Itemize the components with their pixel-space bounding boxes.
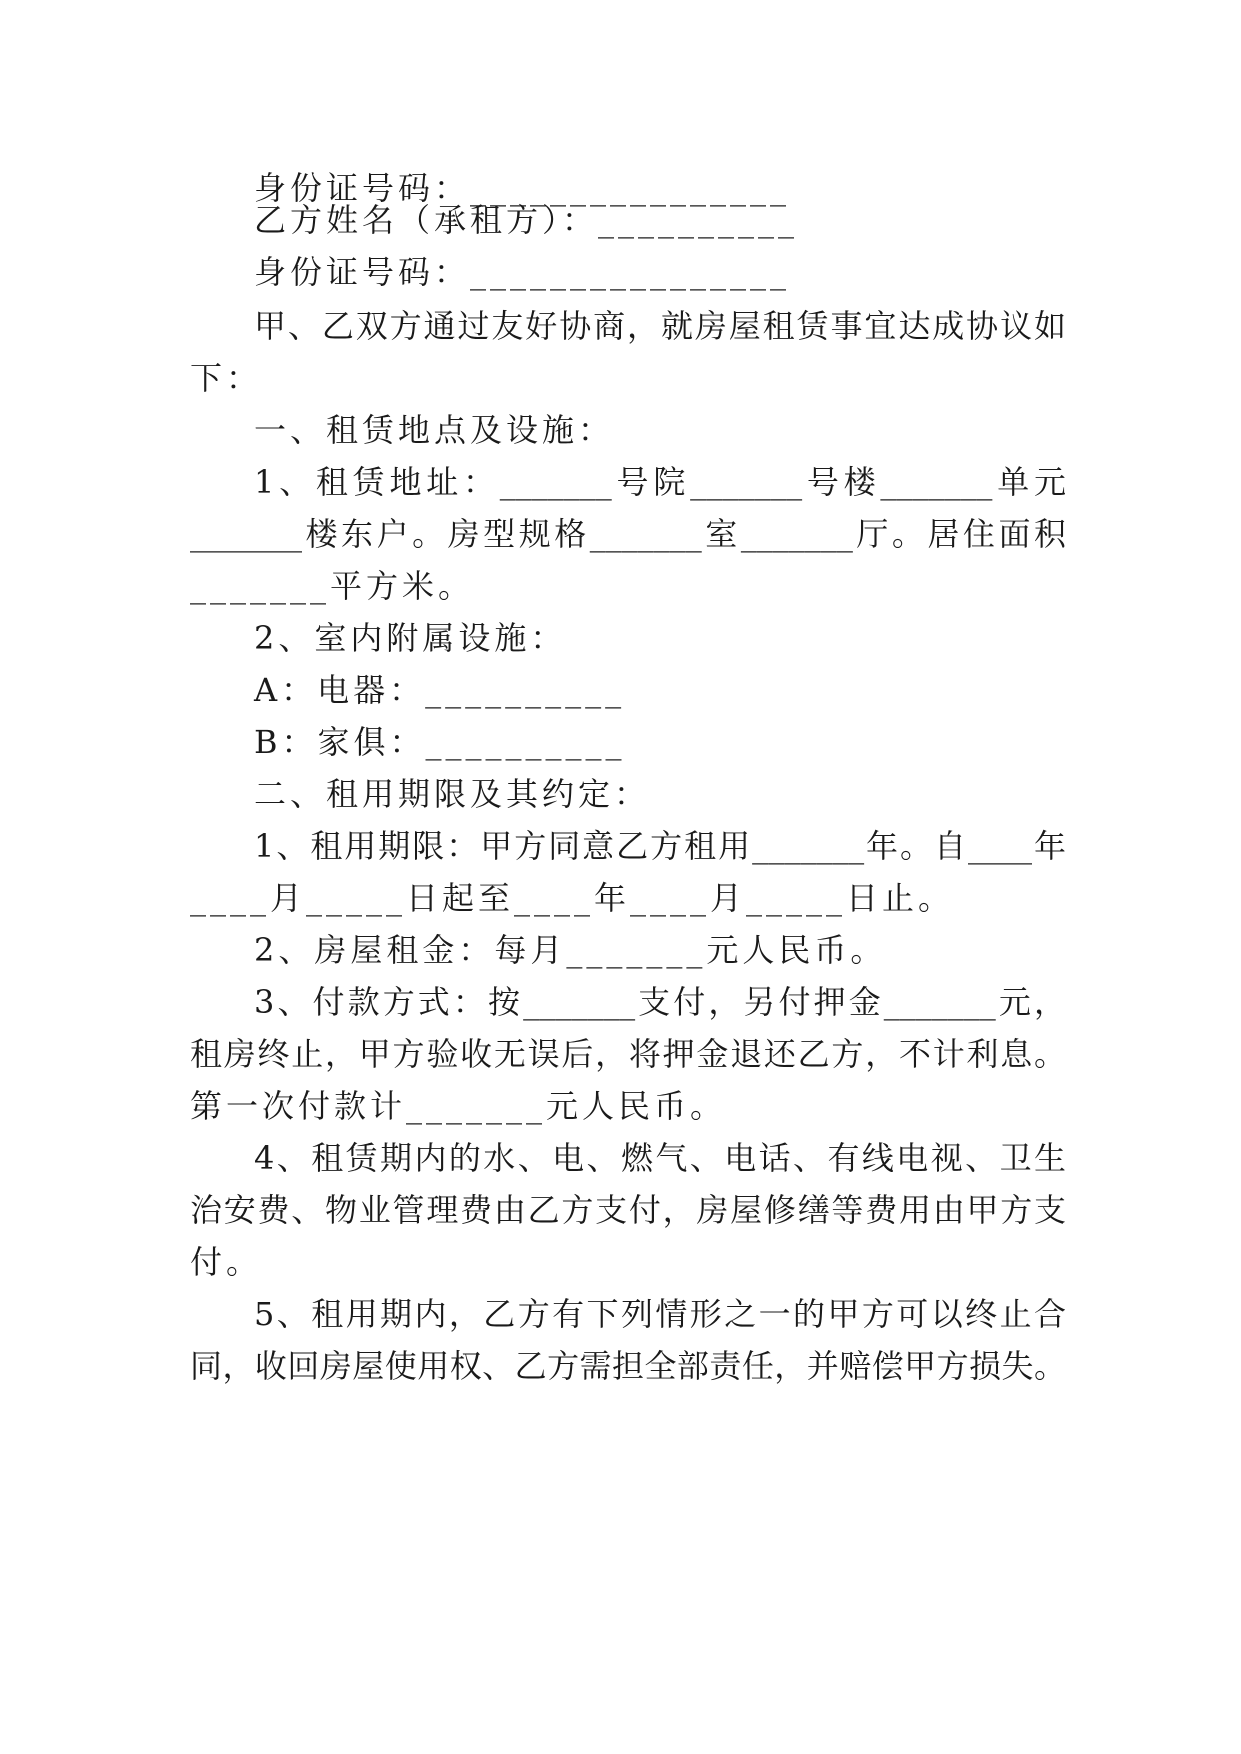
clause-2-3-line-1: 3、付款方式：按_______支付，另付押金_______元， (254, 983, 1066, 1021)
clause-2-2: 2、房屋租金：每月_______元人民币。 (254, 931, 887, 969)
clause-1-2: 2、室内附属设施： (254, 619, 567, 657)
id-number-line-lessor: 身份证号码：________________ (254, 169, 791, 207)
clause-2-5-line-2: 同，收回房屋使用权、乙方需担全部责任，并赔偿甲方损失。 (190, 1347, 1066, 1385)
clause-2-5-line-1: 5、租用期内，乙方有下列情形之一的甲方可以终止合 (254, 1295, 1066, 1333)
id-number-line-lessee: 身份证号码：________________ (254, 253, 791, 291)
clause-2-4-line-2: 治安费、物业管理费由乙方支付，房屋修缮等费用由甲方支 (190, 1191, 1066, 1229)
clause-2-4-line-3: 付。 (190, 1243, 263, 1281)
party-b-name-line: 乙方姓名（承租方）：__________ (254, 201, 799, 239)
clause-2-1-line-1: 1、租用期限：甲方同意乙方租用_______年。自____年 (254, 827, 1066, 865)
clause-1-1-line-2: _______楼东户。房型规格_______室_______厅。居住面积 (190, 515, 1066, 553)
section-2-heading: 二、租用期限及其约定： (254, 775, 651, 813)
clause-1-2-a: A：电器：__________ (254, 671, 626, 709)
agreement-intro-line: 甲、乙双方通过友好协商，就房屋租赁事宜达成协议如 (254, 307, 1066, 345)
clause-1-1-line-1: 1、租赁地址：_______号院_______号楼_______单元 (254, 463, 1066, 501)
section-1-heading: 一、租赁地点及设施： (254, 411, 615, 449)
clause-1-2-b: B：家俱：__________ (254, 723, 626, 761)
clause-1-1-line-3: _______平方米。 (190, 567, 475, 605)
clause-2-4-line-1: 4、租赁期内的水、电、燃气、电话、有线电视、卫生 (254, 1139, 1066, 1177)
clause-2-1-line-2: ____月_____日起至____年____月_____日止。 (190, 879, 955, 917)
agreement-intro-cont: 下： (190, 359, 263, 397)
clause-2-3-line-3: 第一次付款计_______元人民币。 (190, 1087, 727, 1125)
clause-2-3-line-2: 租房终止，甲方验收无误后，将押金退还乙方，不计利息。 (190, 1035, 1066, 1073)
